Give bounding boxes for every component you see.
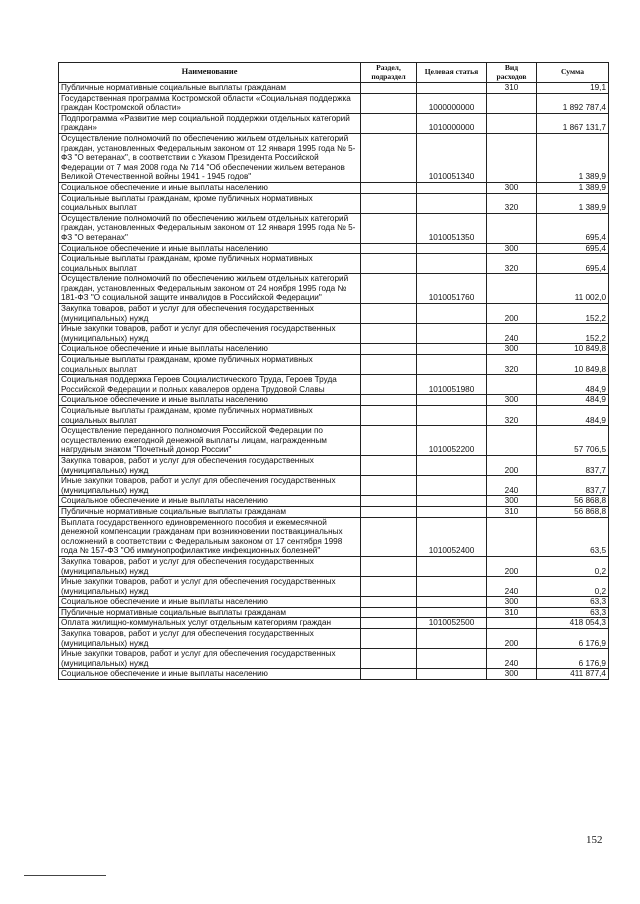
cell-section bbox=[361, 455, 417, 475]
cell-target: 1010051350 bbox=[417, 213, 487, 243]
cell-sum: 6 176,9 bbox=[537, 649, 609, 669]
cell-name: Социальное обеспечение и иные выплаты населению bbox=[59, 344, 361, 355]
cell-section bbox=[361, 344, 417, 355]
cell-type: 320 bbox=[487, 406, 537, 426]
cell-section bbox=[361, 304, 417, 324]
cell-target bbox=[417, 406, 487, 426]
cell-section bbox=[361, 629, 417, 649]
cell-sum: 0,2 bbox=[537, 577, 609, 597]
cell-target: 1010051340 bbox=[417, 133, 487, 182]
column-header-section: Раздел, подраздел bbox=[361, 63, 417, 83]
cell-sum: 57 706,5 bbox=[537, 426, 609, 456]
cell-name: Иные закупки товаров, работ и услуг для обеспечения государственных (муниципальных) нужд bbox=[59, 324, 361, 344]
cell-target bbox=[417, 304, 487, 324]
cell-section bbox=[361, 476, 417, 496]
cell-target bbox=[417, 455, 487, 475]
cell-name: Закупка товаров, работ и услуг для обеспечения государственных (муниципальных) нужд bbox=[59, 455, 361, 475]
cell-sum: 1 867 131,7 bbox=[537, 113, 609, 133]
cell-sum: 695,4 bbox=[537, 254, 609, 274]
cell-type: 200 bbox=[487, 629, 537, 649]
cell-type: 310 bbox=[487, 83, 537, 94]
cell-target: 1010052500 bbox=[417, 618, 487, 629]
cell-target: 1010051760 bbox=[417, 274, 487, 304]
cell-target bbox=[417, 556, 487, 576]
cell-type bbox=[487, 113, 537, 133]
table-row bbox=[59, 243, 609, 254]
cell-name: Социальное обеспечение и иные выплаты населению bbox=[59, 496, 361, 507]
cell-sum: 10 849,8 bbox=[537, 344, 609, 355]
cell-target bbox=[417, 344, 487, 355]
cell-section bbox=[361, 597, 417, 608]
cell-section bbox=[361, 274, 417, 304]
cell-sum: 19,1 bbox=[537, 83, 609, 94]
cell-section bbox=[361, 496, 417, 507]
cell-type: 240 bbox=[487, 577, 537, 597]
cell-section bbox=[361, 243, 417, 254]
cell-sum: 1 389,9 bbox=[537, 182, 609, 193]
table-row bbox=[59, 517, 609, 556]
cell-name: Социальные выплаты гражданам, кроме публичных нормативных социальных выплат bbox=[59, 355, 361, 375]
cell-name: Осуществление полномочий по обеспечению жильем отдельных категорий граждан, установленных Федеральным законом от 12 января 1995 года № 5-ФЗ "О ветеранах" bbox=[59, 213, 361, 243]
cell-name: Социальная поддержка Героев Социалистического Труда, Героев Труда Российской Федерации и полных кавалеров ордена Трудовой Славы bbox=[59, 375, 361, 395]
cell-sum: 63,3 bbox=[537, 597, 609, 608]
cell-target bbox=[417, 254, 487, 274]
table-row bbox=[59, 344, 609, 355]
cell-section bbox=[361, 324, 417, 344]
cell-type: 240 bbox=[487, 476, 537, 496]
cell-type: 300 bbox=[487, 243, 537, 254]
cell-sum: 56 868,8 bbox=[537, 506, 609, 517]
cell-section bbox=[361, 83, 417, 94]
cell-sum: 152,2 bbox=[537, 324, 609, 344]
cell-sum: 10 849,8 bbox=[537, 355, 609, 375]
table-row bbox=[59, 83, 609, 94]
table-row bbox=[59, 193, 609, 213]
cell-sum: 411 877,4 bbox=[537, 669, 609, 680]
cell-type: 300 bbox=[487, 344, 537, 355]
cell-sum: 1 389,9 bbox=[537, 193, 609, 213]
cell-section bbox=[361, 375, 417, 395]
cell-sum: 63,3 bbox=[537, 607, 609, 618]
cell-target bbox=[417, 324, 487, 344]
table-row bbox=[59, 577, 609, 597]
table-row bbox=[59, 355, 609, 375]
cell-type: 200 bbox=[487, 455, 537, 475]
cell-section bbox=[361, 517, 417, 556]
cell-section bbox=[361, 618, 417, 629]
cell-target bbox=[417, 607, 487, 618]
cell-type: 300 bbox=[487, 395, 537, 406]
cell-sum: 837,7 bbox=[537, 455, 609, 475]
table-row bbox=[59, 607, 609, 618]
cell-type: 240 bbox=[487, 324, 537, 344]
table-row bbox=[59, 274, 609, 304]
cell-type bbox=[487, 213, 537, 243]
table-row bbox=[59, 649, 609, 669]
cell-section bbox=[361, 254, 417, 274]
cell-type: 320 bbox=[487, 355, 537, 375]
cell-sum: 63,5 bbox=[537, 517, 609, 556]
cell-target: 1010052400 bbox=[417, 517, 487, 556]
cell-type bbox=[487, 426, 537, 456]
cell-name: Осуществление переданного полномочия Российской Федерации по осуществлению ежегодной денежной выплаты лицам, награжденным нагрудным знаком "Почетный донор России" bbox=[59, 426, 361, 456]
cell-type bbox=[487, 618, 537, 629]
table-row bbox=[59, 597, 609, 608]
cell-type: 300 bbox=[487, 597, 537, 608]
cell-sum: 695,4 bbox=[537, 243, 609, 254]
column-header-name: Наименование bbox=[59, 63, 361, 83]
footnote-divider bbox=[24, 875, 106, 876]
cell-sum: 484,9 bbox=[537, 375, 609, 395]
cell-name: Закупка товаров, работ и услуг для обеспечения государственных (муниципальных) нужд bbox=[59, 556, 361, 576]
cell-sum: 484,9 bbox=[537, 395, 609, 406]
cell-sum: 1 892 787,4 bbox=[537, 93, 609, 113]
cell-name: Иные закупки товаров, работ и услуг для обеспечения государственных (муниципальных) нужд bbox=[59, 577, 361, 597]
cell-section bbox=[361, 182, 417, 193]
cell-type bbox=[487, 93, 537, 113]
cell-section bbox=[361, 406, 417, 426]
cell-name: Закупка товаров, работ и услуг для обеспечения государственных (муниципальных) нужд bbox=[59, 629, 361, 649]
cell-section bbox=[361, 93, 417, 113]
cell-name: Публичные нормативные социальные выплаты гражданам bbox=[59, 607, 361, 618]
table-row bbox=[59, 618, 609, 629]
cell-type: 300 bbox=[487, 496, 537, 507]
table-row bbox=[59, 476, 609, 496]
table-row bbox=[59, 556, 609, 576]
cell-target bbox=[417, 597, 487, 608]
budget-table-container bbox=[58, 62, 608, 680]
cell-target bbox=[417, 193, 487, 213]
cell-target: 1010052200 bbox=[417, 426, 487, 456]
cell-target bbox=[417, 496, 487, 507]
cell-target bbox=[417, 476, 487, 496]
cell-section bbox=[361, 193, 417, 213]
cell-target bbox=[417, 395, 487, 406]
cell-sum: 11 002,0 bbox=[537, 274, 609, 304]
cell-type bbox=[487, 274, 537, 304]
cell-target bbox=[417, 506, 487, 517]
table-row bbox=[59, 254, 609, 274]
cell-sum: 0,2 bbox=[537, 556, 609, 576]
cell-type: 200 bbox=[487, 304, 537, 324]
cell-section bbox=[361, 577, 417, 597]
cell-name: Осуществление полномочий по обеспечению жильем отдельных категорий граждан, установленных Федеральным законом от 24 ноября 1995 года № 181-ФЗ "О социальной защите инвалидов в Российской Федерации" bbox=[59, 274, 361, 304]
cell-sum: 152,2 bbox=[537, 304, 609, 324]
cell-name: Социальное обеспечение и иные выплаты населению bbox=[59, 395, 361, 406]
cell-name: Иные закупки товаров, работ и услуг для обеспечения государственных (муниципальных) нужд bbox=[59, 649, 361, 669]
cell-target bbox=[417, 243, 487, 254]
cell-section bbox=[361, 506, 417, 517]
cell-type: 300 bbox=[487, 669, 537, 680]
cell-section bbox=[361, 113, 417, 133]
budget-table bbox=[58, 62, 609, 680]
cell-target: 1000000000 bbox=[417, 93, 487, 113]
cell-target: 1010000000 bbox=[417, 113, 487, 133]
column-header-target: Целевая статья bbox=[417, 63, 487, 83]
cell-section bbox=[361, 669, 417, 680]
table-row bbox=[59, 113, 609, 133]
cell-section bbox=[361, 213, 417, 243]
cell-name: Социальные выплаты гражданам, кроме публичных нормативных социальных выплат bbox=[59, 406, 361, 426]
cell-name: Публичные нормативные социальные выплаты гражданам bbox=[59, 506, 361, 517]
cell-name: Публичные нормативные социальные выплаты гражданам bbox=[59, 83, 361, 94]
table-row bbox=[59, 455, 609, 475]
cell-name: Выплата государственного единовременного пособия и ежемесячной денежной компенсации гражданам при возникновении поствакцинальных осложнений в соответствии с Федеральным законом от 17 сентября 1998 года № 157-ФЗ "Об иммунопрофилактике инфекционных болезней" bbox=[59, 517, 361, 556]
cell-type: 300 bbox=[487, 182, 537, 193]
cell-section bbox=[361, 395, 417, 406]
cell-name: Осуществление полномочий по обеспечению жильем отдельных категорий граждан, установленных Федеральным законом от 12 января 1995 года № 5-ФЗ "О ветеранах", в соответствии с Указом Президента Российской Федерации от 7 мая 2008 года № 714 "Об обеспечении жильем ветеранов Великой Отечественной войны 1941 - 1945 годов" bbox=[59, 133, 361, 182]
table-row bbox=[59, 406, 609, 426]
cell-name: Социальное обеспечение и иные выплаты населению bbox=[59, 243, 361, 254]
cell-target bbox=[417, 649, 487, 669]
cell-type bbox=[487, 133, 537, 182]
cell-sum: 484,9 bbox=[537, 406, 609, 426]
cell-name: Социальное обеспечение и иные выплаты населению bbox=[59, 182, 361, 193]
cell-type: 200 bbox=[487, 556, 537, 576]
cell-sum: 56 868,8 bbox=[537, 496, 609, 507]
cell-type: 320 bbox=[487, 193, 537, 213]
cell-name: Закупка товаров, работ и услуг для обеспечения государственных (муниципальных) нужд bbox=[59, 304, 361, 324]
cell-type bbox=[487, 517, 537, 556]
cell-type bbox=[487, 375, 537, 395]
cell-sum: 1 389,9 bbox=[537, 133, 609, 182]
cell-name: Оплата жилищно-коммунальных услуг отдельным категориям граждан bbox=[59, 618, 361, 629]
cell-section bbox=[361, 426, 417, 456]
cell-target bbox=[417, 629, 487, 649]
cell-type: 310 bbox=[487, 607, 537, 618]
cell-sum: 6 176,9 bbox=[537, 629, 609, 649]
table-row bbox=[59, 182, 609, 193]
cell-name: Иные закупки товаров, работ и услуг для обеспечения государственных (муниципальных) нужд bbox=[59, 476, 361, 496]
table-row bbox=[59, 506, 609, 517]
cell-section bbox=[361, 649, 417, 669]
table-row bbox=[59, 375, 609, 395]
table-row bbox=[59, 93, 609, 113]
cell-sum: 695,4 bbox=[537, 213, 609, 243]
table-row bbox=[59, 213, 609, 243]
cell-target bbox=[417, 355, 487, 375]
cell-target bbox=[417, 577, 487, 597]
cell-name: Социальные выплаты гражданам, кроме публичных нормативных социальных выплат bbox=[59, 193, 361, 213]
cell-section bbox=[361, 133, 417, 182]
cell-name: Подпрограмма «Развитие мер социальной поддержки отдельных категорий граждан» bbox=[59, 113, 361, 133]
table-row bbox=[59, 669, 609, 680]
cell-type: 320 bbox=[487, 254, 537, 274]
table-body bbox=[59, 83, 609, 680]
page-number: 152 bbox=[586, 834, 603, 846]
table-row bbox=[59, 324, 609, 344]
cell-target bbox=[417, 182, 487, 193]
table-row bbox=[59, 629, 609, 649]
cell-section bbox=[361, 556, 417, 576]
cell-section bbox=[361, 607, 417, 618]
cell-sum: 418 054,3 bbox=[537, 618, 609, 629]
cell-type: 310 bbox=[487, 506, 537, 517]
cell-name: Социальные выплаты гражданам, кроме публичных нормативных социальных выплат bbox=[59, 254, 361, 274]
cell-sum: 837,7 bbox=[537, 476, 609, 496]
cell-name: Социальное обеспечение и иные выплаты населению bbox=[59, 597, 361, 608]
table-row bbox=[59, 426, 609, 456]
table-row bbox=[59, 496, 609, 507]
table-row bbox=[59, 304, 609, 324]
cell-name: Государственная программа Костромской области «Социальная поддержка граждан Костромской области» bbox=[59, 93, 361, 113]
cell-target bbox=[417, 83, 487, 94]
column-header-type: Вид расходов bbox=[487, 63, 537, 83]
column-header-sum: Сумма bbox=[537, 63, 609, 83]
table-row bbox=[59, 133, 609, 182]
cell-name: Социальное обеспечение и иные выплаты населению bbox=[59, 669, 361, 680]
table-header-row bbox=[59, 63, 609, 83]
table-row bbox=[59, 395, 609, 406]
cell-target bbox=[417, 669, 487, 680]
cell-target: 1010051980 bbox=[417, 375, 487, 395]
cell-section bbox=[361, 355, 417, 375]
cell-type: 240 bbox=[487, 649, 537, 669]
